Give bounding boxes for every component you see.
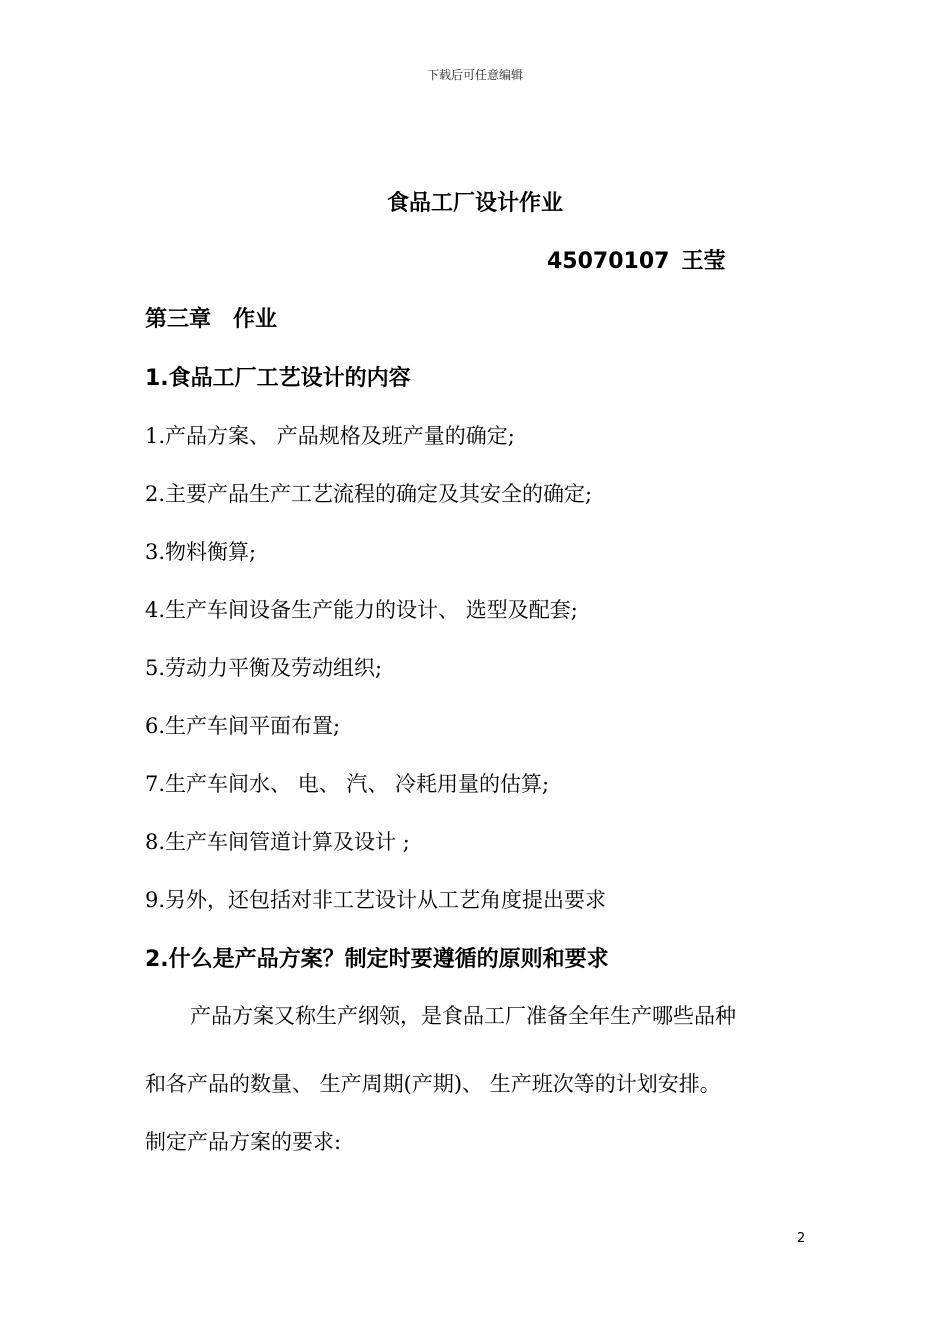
list-item: 4.生产车间设备生产能力的设计、 选型及配套; (145, 598, 578, 622)
list-item: 7.生产车间水、 电、 汽、 冷耗用量的估算; (145, 772, 550, 796)
document-title: 食品工厂设计作业 (386, 191, 563, 216)
student-id: 45070107 (547, 249, 670, 274)
list-item: 9.另外，还包括对非工艺设计从工艺角度提出要求 (145, 888, 607, 912)
author-name: 王莹 (681, 249, 726, 274)
requirements-label: 制定产品方案的要求: (145, 1130, 342, 1154)
author-line (547, 244, 725, 275)
page-number: 2 (797, 1231, 806, 1246)
section-1-heading: 1.食品工厂工艺设计的内容 (145, 366, 411, 391)
section-2-heading: 2.什么是产品方案？制定时要遵循的原则和要求 (145, 947, 609, 972)
paragraph-line-2: 和各产品的数量、 生产周期(产期)、 生产班次等的计划安排。 (145, 1072, 721, 1096)
list-item: 5.劳动力平衡及劳动组织; (145, 656, 383, 680)
page-header-note: 下载后可任意编辑 (426, 68, 523, 82)
list-item: 3.物料衡算; (145, 540, 257, 564)
list-item: 1.产品方案、 产品规格及班产量的确定; (145, 424, 515, 448)
list-item: 6.生产车间平面布置; (145, 714, 341, 738)
paragraph-line-1: 产品方案又称生产纲领，是食品工厂准备全年生产哪些品种 (190, 1004, 736, 1028)
chapter-heading: 第三章 作业 (145, 307, 278, 332)
list-item: 2.主要产品生产工艺流程的确定及其安全的确定; (145, 482, 593, 506)
list-item: 8.生产车间管道计算及设计 ; (145, 830, 410, 854)
